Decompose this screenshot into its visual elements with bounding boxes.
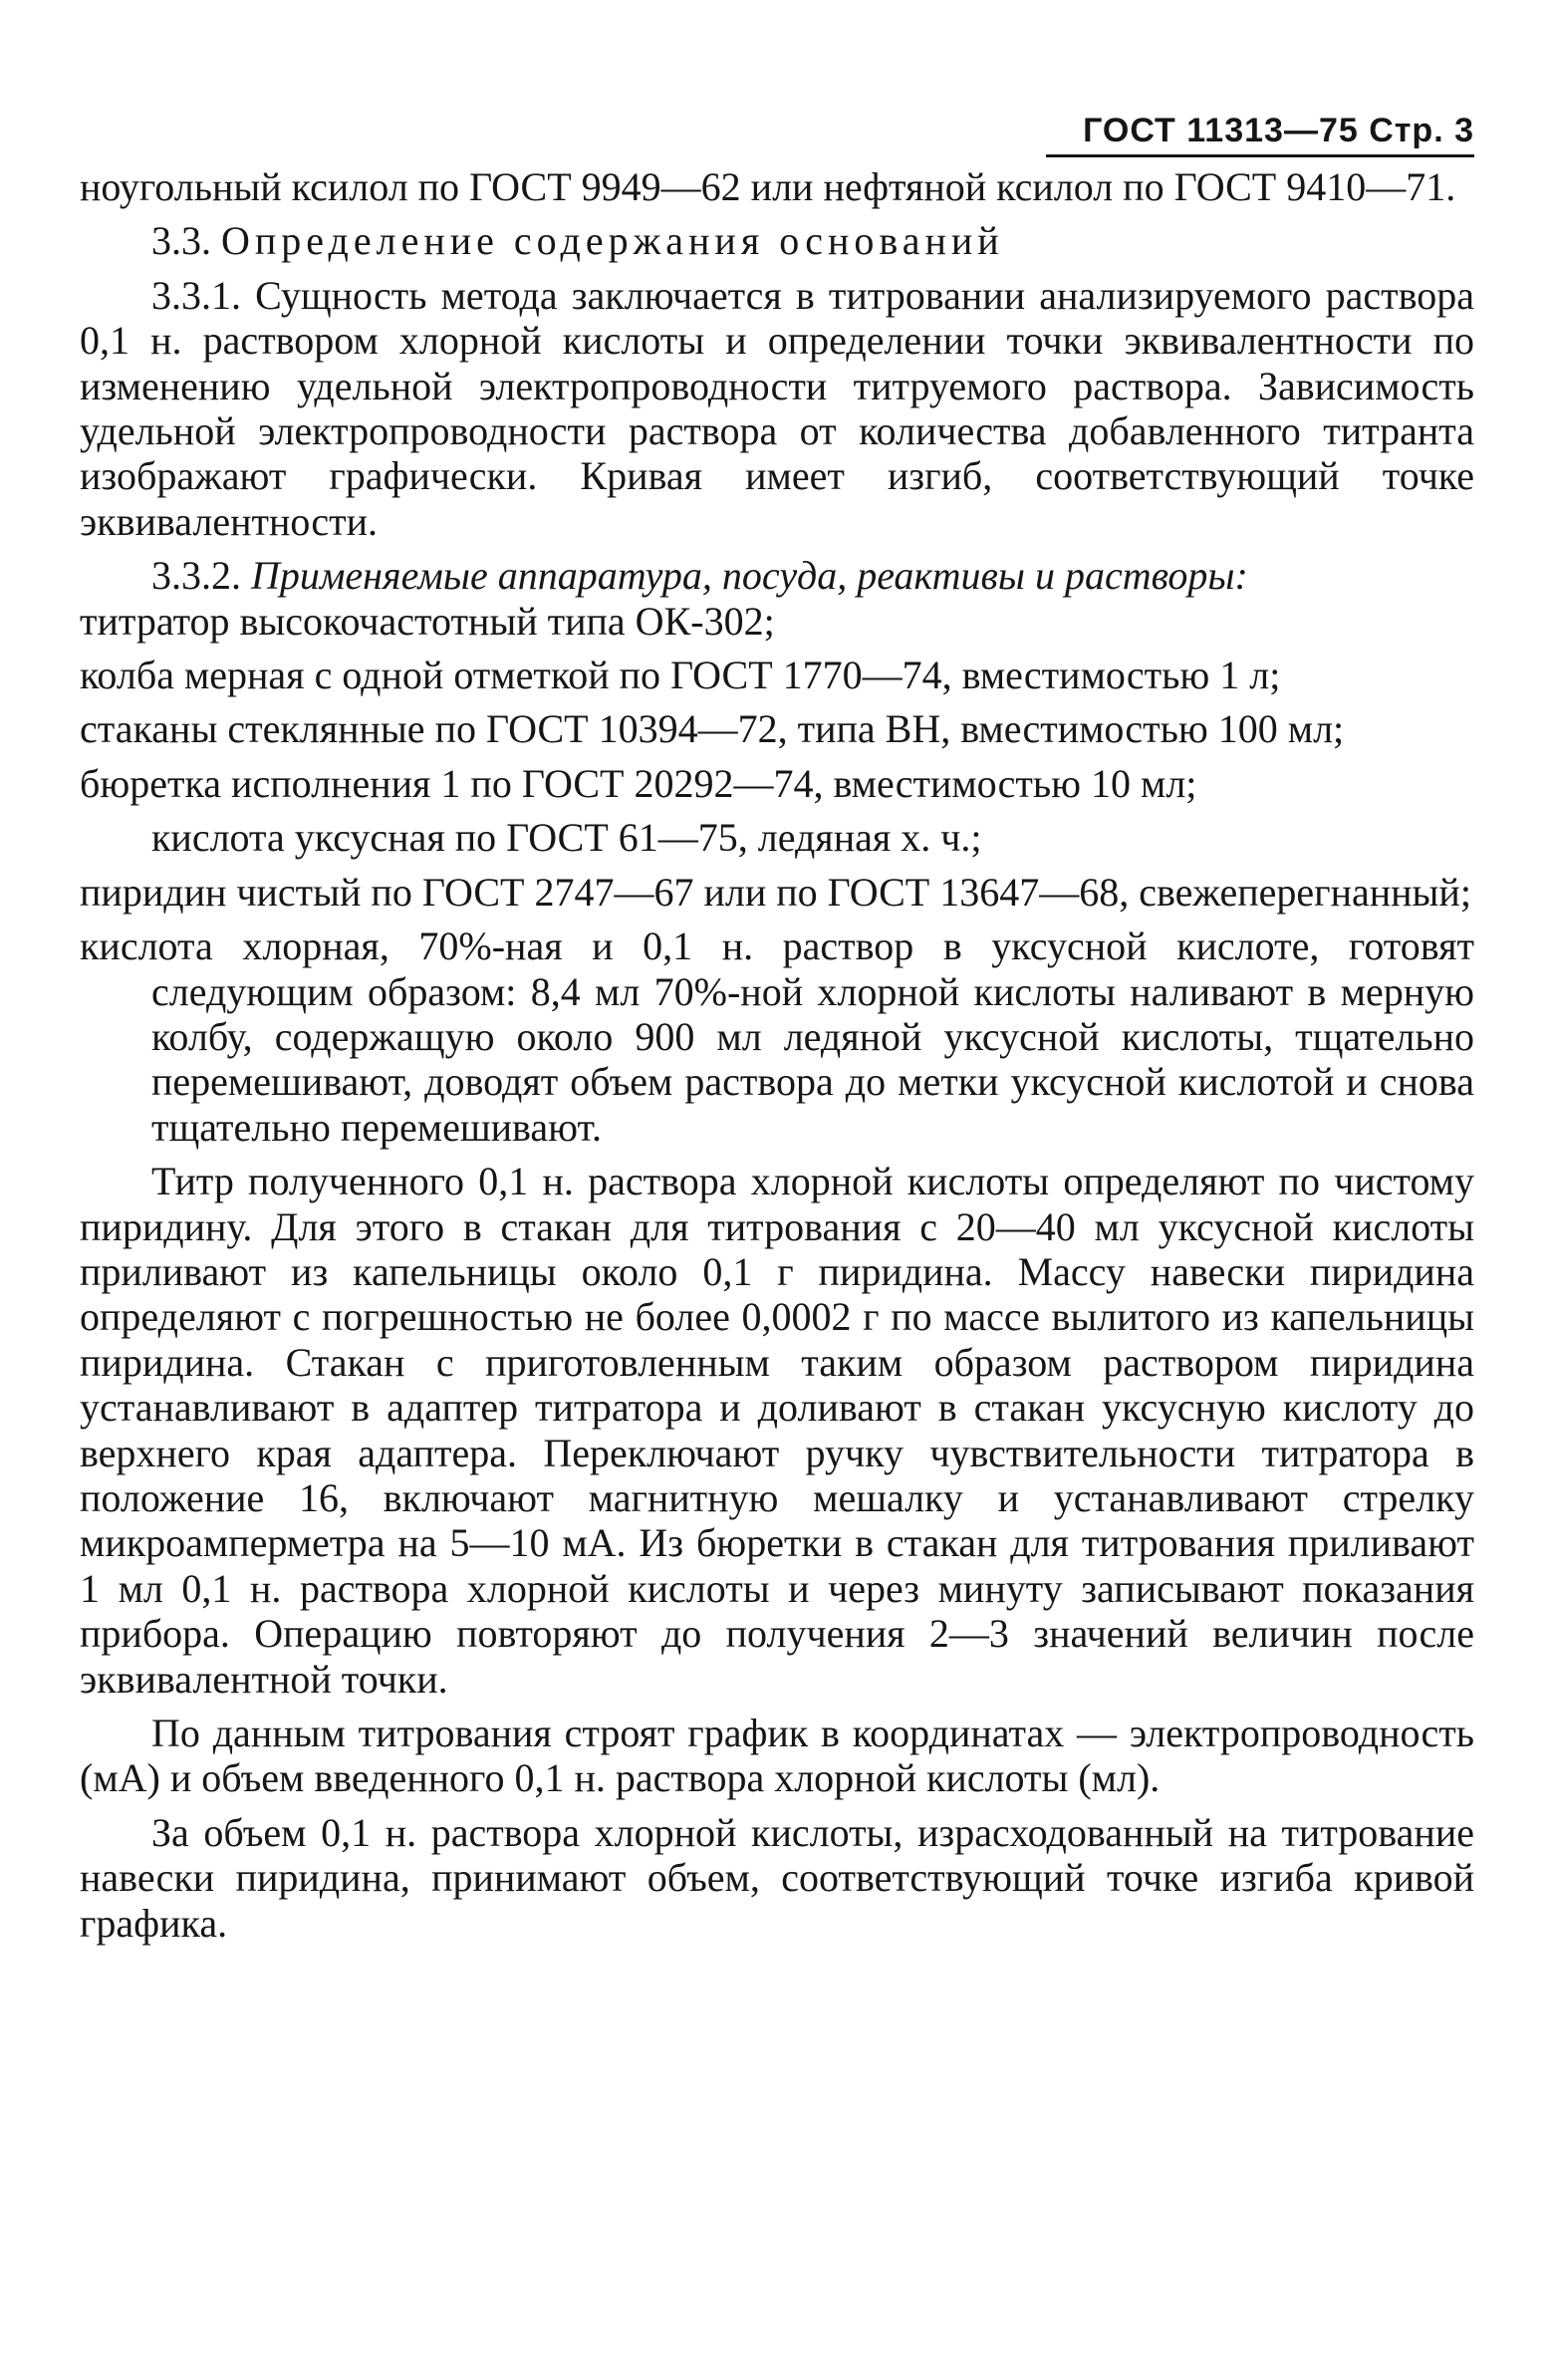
section-number: 3.3. — [151, 218, 211, 264]
list-item-titrator: титратор высокочастотный типа ОК-302; — [80, 598, 775, 644]
list-item-flask: колба мерная с одной отметкой по ГОСТ 1770—74, вместимостью 1 л; — [80, 653, 1281, 698]
standard-number: ГОСТ 11313—75 — [1083, 112, 1359, 149]
list-item-burette: бюретка исполнения 1 по ГОСТ 20292—74, вместимостью 10 мл; — [80, 760, 1197, 806]
list-item-acetic-acid: кислота уксусная по ГОСТ 61—75, ледяная х. ч.; — [151, 815, 982, 861]
paragraph-volume: За объем 0,1 н. раствора хлорной кислоты, израсходованный на титрование навески пиридина, принимают объем, соответствующий точке изгиба кривой графика. — [80, 1809, 1474, 1946]
paragraph-3-3-2 — [80, 553, 1474, 598]
section-heading-3-3 — [80, 218, 1474, 263]
list-item-beakers: стаканы стеклянные по ГОСТ 10394—72, типа ВН, вместимостью 100 мл; — [80, 706, 1345, 752]
list-item-pyridine: пиридин чистый по ГОСТ 2747—67 или по ГОСТ 13647—68, свежеперегнанный; — [80, 869, 1471, 915]
body-text — [80, 164, 1474, 1946]
paragraph-3-3-1: 3.3.1. Сущность метода заключается в титровании анализируемого раствора 0,1 н. раствором хлорной кислоты и определении точки эквивалентности по изменению удельной электропроводности титруемого раствора. Зависимость удельной электропроводности раствора от количества добавленного титранта изображают графически. Кривая имеет изгиб, соответствующий точке эквивалентности. — [80, 272, 1474, 544]
page-number: Стр. 3 — [1369, 112, 1474, 149]
section-number: 3.3.2. — [151, 553, 241, 599]
paragraph-graph: По данным титрования строят график в координатах — электропроводность (мА) и объем введенного 0,1 н. раствора хлорной кислоты (мл). — [80, 1711, 1474, 1801]
paragraph-continuation: ноугольный ксилол по ГОСТ 9949—62 или нефтяной ксилол по ГОСТ 9410—71. — [80, 164, 1456, 209]
paragraph-titre-determination: Титр полученного 0,1 н. раствора хлорной кислоты определяют по чистому пиридину. Для этого в стакан для титрования с 20—40 мл уксусной кислоты приливают из капельницы около 0,1 г пиридина. Массу навески пиридина определяют с погрешностью не более 0,0002 г по массе вылитого из капельницы пиридина. Стакан с приготовленным таким образом раствором пиридина устанавливают в адаптер титратора и доливают в стакан уксусную кислоту до верхнего края адаптера. Переключают ручку чувствительности титратора в положение 16, включают магнитную мешалку и устанавливают стрелку микроамперметра на 5—10 мА. Из бюретки в стакан для титрования приливают 1 мл 0,1 н. раствора хлорной кислоты и через минуту записывают показания прибора. Операцию повторяют до получения 2—3 значений величин после эквивалентной точки. — [80, 1159, 1474, 1702]
page-header — [1083, 112, 1474, 150]
header-rule — [1046, 154, 1474, 157]
document-page — [80, 0, 1474, 2380]
subsection-title: Применяемые аппаратура, посуда, реактивы и растворы: — [251, 553, 1248, 599]
section-title: Определение содержания оснований — [221, 218, 1004, 264]
list-item-perchloric-acid: кислота хлорная, 70%-ная и 0,1 н. раствор в уксусной кислоте, готовят следующим образом: 8,4 мл 70%-ной хлорной кислоты наливают в мерную колбу, содержащую около 900 мл ледяной уксусной кислоты, тщательно перемешивают, доводят объем раствора до метки уксусной кислотой и снова тщательно перемешивают. — [80, 924, 1474, 1150]
